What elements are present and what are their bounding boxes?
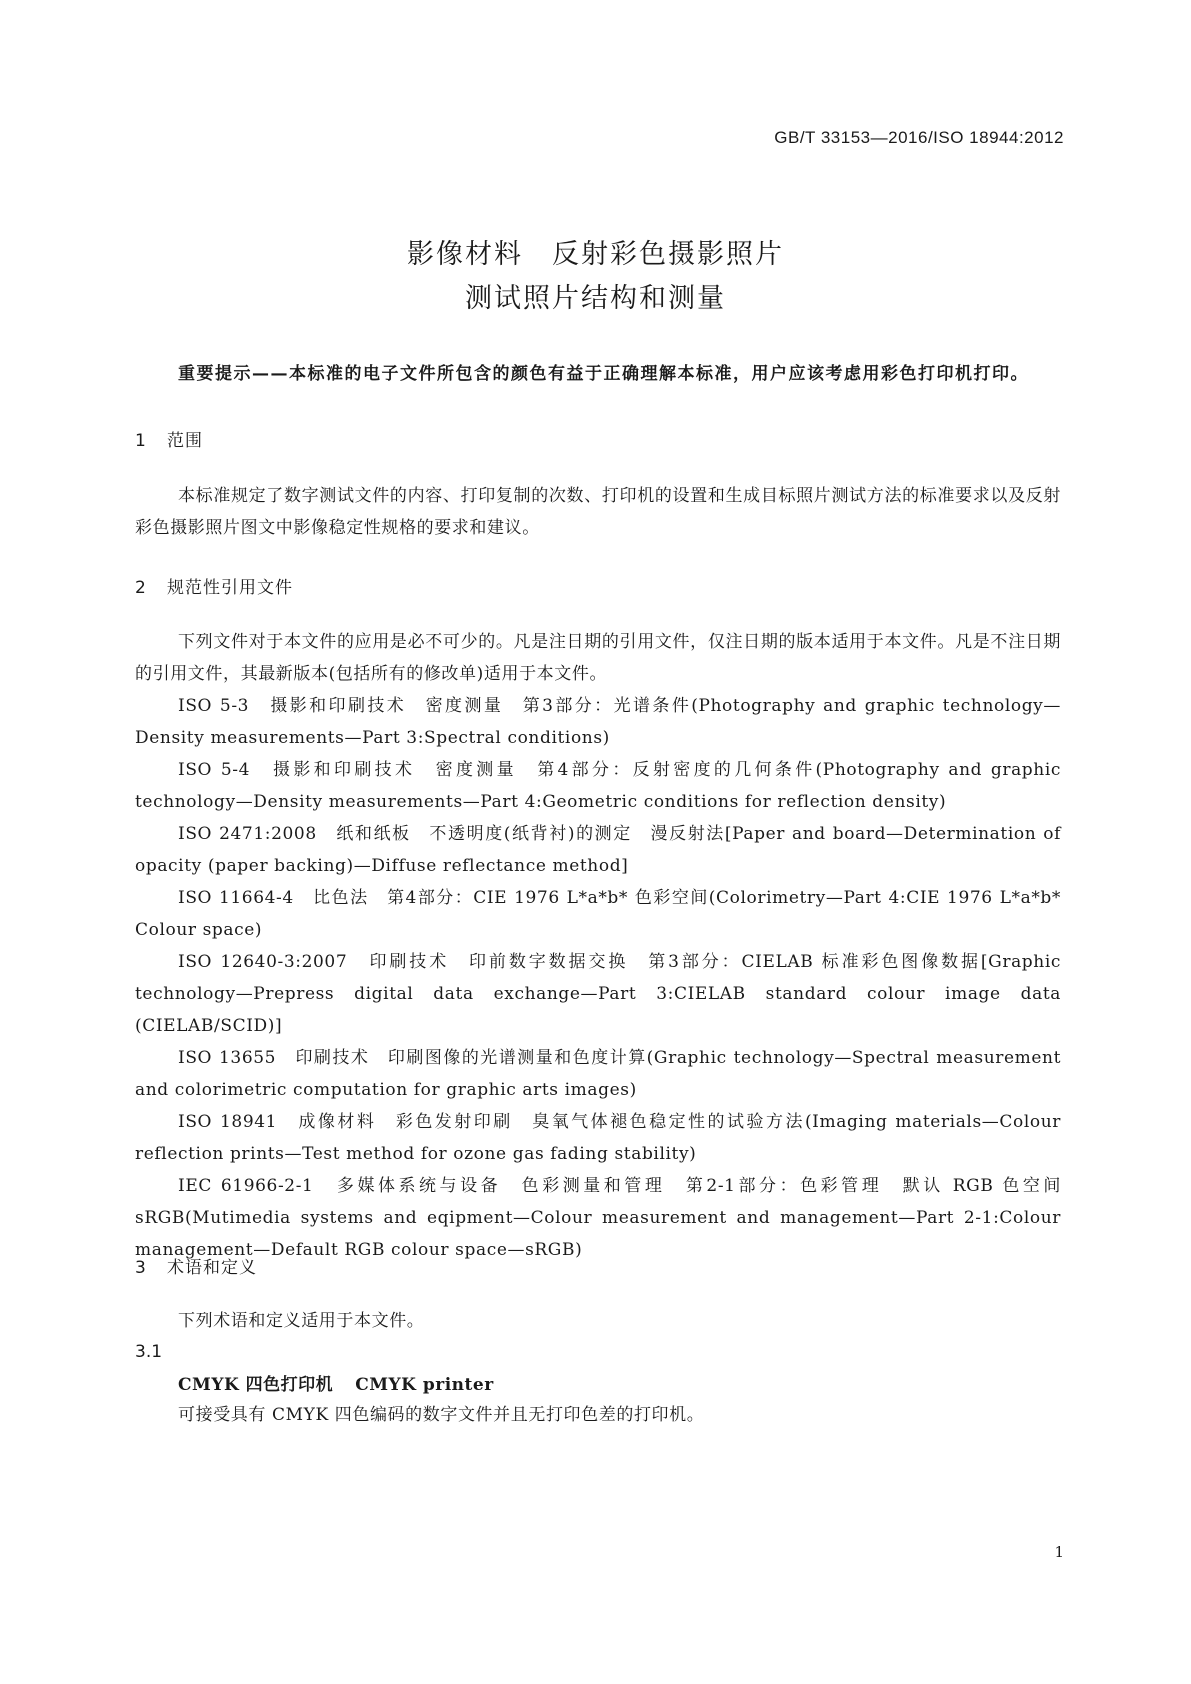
term-name-en: CMYK printer [355, 1375, 494, 1395]
reference-item: ISO 5-4 摄影和印刷技术 密度测量 第4部分：反射密度的几何条件(Photography and graphic technology—Density measurements—Part 4:Geometric conditions for reflection density) [135, 760, 1061, 812]
standard-code: GB/T 33153—2016/ISO 18944:2012 [774, 128, 1064, 147]
page-number: 1 [1054, 1543, 1064, 1561]
section-number: 3 [135, 1258, 147, 1278]
section-number: 2 [135, 578, 147, 598]
section-number: 1 [135, 431, 147, 451]
reference-item: ISO 13655 印刷技术 印刷图像的光谱测量和色度计算(Graphic technology—Spectral measurement and colorimetric computation for graphic arts images) [135, 1048, 1061, 1100]
section-title: 规范性引用文件 [167, 578, 293, 598]
reference-item: ISO 18941 成像材料 彩色发射印刷 臭氧气体褪色稳定性的试验方法(Imaging materials—Colour reflection prints—Test method for ozone gas fading stability) [135, 1112, 1061, 1164]
important-notice: 重要提示——本标准的电子文件所包含的颜色有益于正确理解本标准，用户应该考虑用彩色打印机打印。 [178, 364, 1029, 384]
section-title: 范围 [167, 431, 203, 451]
reference-item: ISO 2471:2008 纸和纸板 不透明度(纸背衬)的测定 漫反射法[Paper and board—Determination of opacity (paper backing)—Diffuse reflectance method] [135, 824, 1061, 876]
section-3-body [135, 1305, 1061, 1337]
paragraph: 下列术语和定义适用于本文件。 [178, 1311, 425, 1331]
document-title-line1: 影像材料 反射彩色摄影照片 [407, 239, 784, 270]
reference-item: ISO 11664-4 比色法 第4部分：CIE 1976 L*a*b* 色彩空间(Colorimetry—Part 4:CIE 1976 L*a*b* Colour space) [135, 888, 1061, 940]
reference-item: ISO 5-3 摄影和印刷技术 密度测量 第3部分：光谱条件(Photography and graphic technology—Density measurements—Part 3:Spectral conditions) [135, 696, 1061, 748]
section-2-heading [135, 573, 293, 598]
document-title-line2: 测试照片结构和测量 [465, 283, 726, 314]
term-name-cn: CMYK 四色打印机 [178, 1375, 334, 1395]
section-1-heading [135, 426, 203, 451]
section-1-body [135, 480, 1061, 544]
term-number: 3.1 [135, 1342, 163, 1362]
section-2-body [135, 626, 1061, 1266]
section-title: 术语和定义 [167, 1258, 257, 1278]
paragraph: 下列文件对于本文件的应用是必不可少的。凡是注日期的引用文件，仅注日期的版本适用于本文件。凡是不注日期的引用文件，其最新版本(包括所有的修改单)适用于本文件。 [135, 632, 1061, 684]
paragraph: 本标准规定了数字测试文件的内容、打印复制的次数、打印机的设置和生成目标照片测试方法的标准要求以及反射彩色摄影照片图文中影像稳定性规格的要求和建议。 [135, 486, 1061, 538]
term-definition: 可接受具有 CMYK 四色编码的数字文件并且无打印色差的打印机。 [178, 1405, 705, 1425]
reference-item: ISO 12640-3:2007 印刷技术 印前数字数据交换 第3部分：CIELAB 标准彩色图像数据[Graphic technology—Prepress digital data exchange—Part 3:CIELAB standard colour image data (CIELAB/SCID)] [135, 952, 1061, 1036]
section-3-heading [135, 1253, 257, 1278]
term-title [178, 1370, 494, 1395]
reference-item: IEC 61966-2-1 多媒体系统与设备 色彩测量和管理 第2-1部分：色彩管理 默认 RGB 色空间 sRGB(Mutimedia systems and eqipment—Colour measurement and management—Part 2-1:Colour management—Default RGB colour space—sRGB) [135, 1176, 1061, 1260]
